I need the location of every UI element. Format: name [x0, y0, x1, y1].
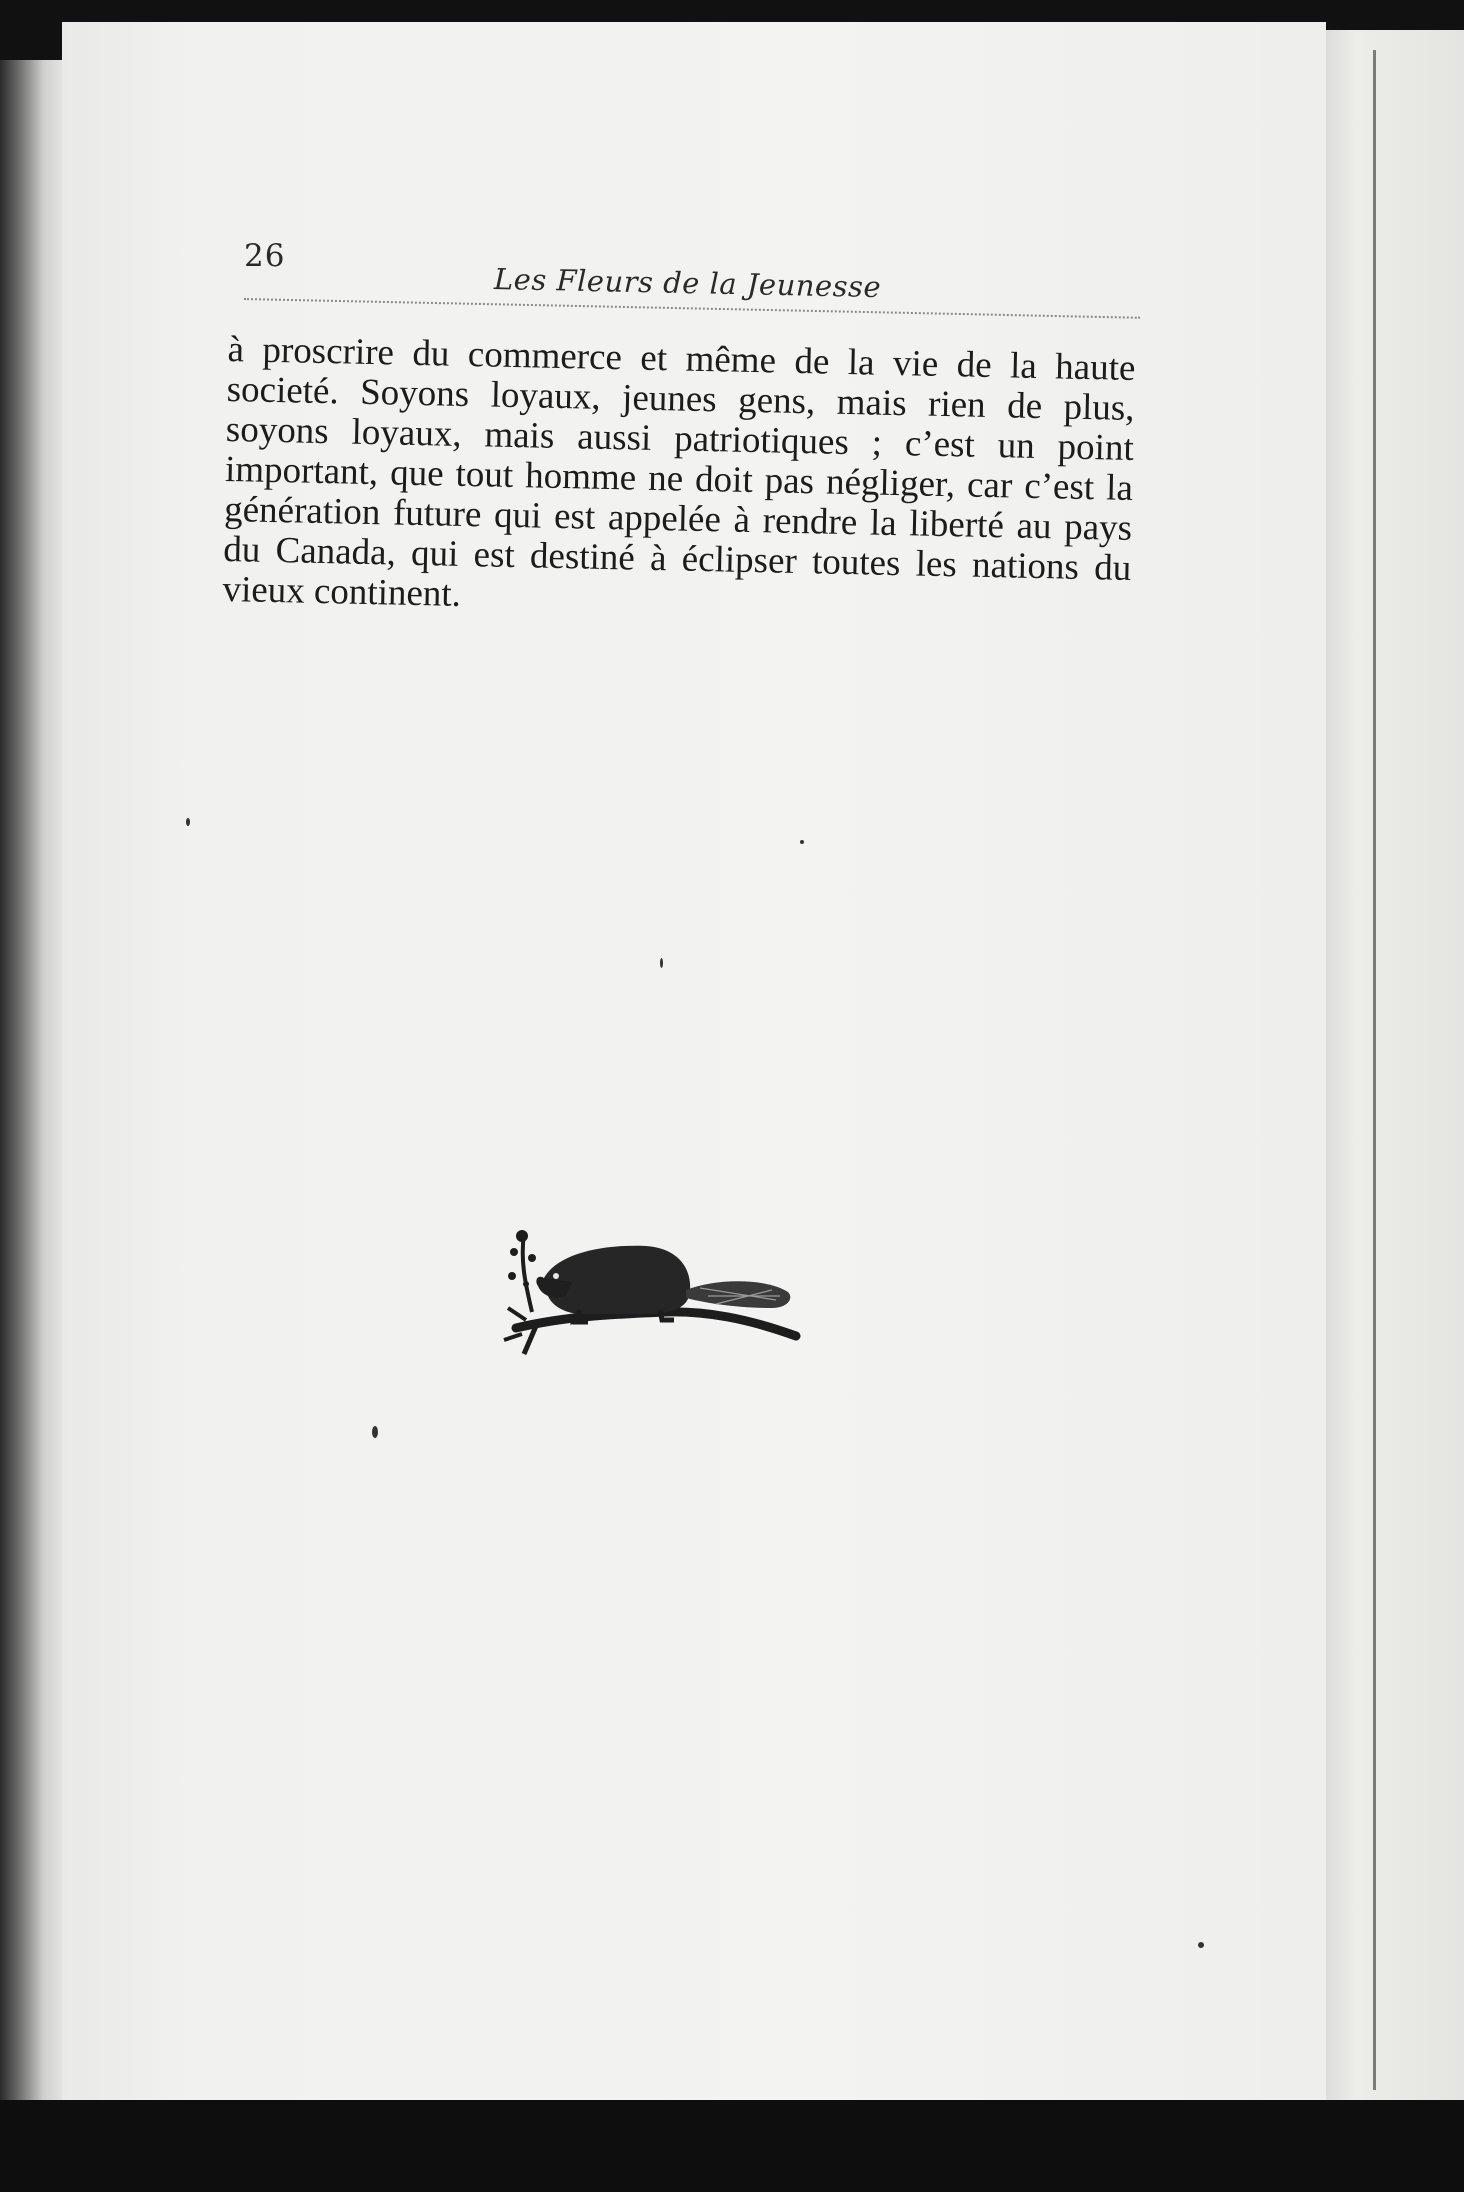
page-number: 26 — [244, 238, 286, 274]
body-paragraph: à proscrire du commerce et même de la vie de la haute societé. Soyons loyaux, jeunes gens, mais rien de plus, soyons loyaux, mais aussi patriotiques ; c’est un point important, que tout homme ne doit pas négliger, car c’est la génération future qui est appelée à rendre la liberté au pays du Canada, qui est destiné à éclipser toutes les nations du vieux continent. — [222, 329, 1136, 615]
page-header — [244, 228, 1140, 305]
beaver-on-branch-icon — [496, 1216, 806, 1366]
scanner-bottom-band — [0, 2100, 1464, 2192]
paper-speck — [800, 840, 804, 844]
adjacent-page — [1318, 30, 1464, 2105]
left-page-edge — [0, 60, 62, 2110]
paper-speck — [372, 1426, 378, 1438]
paper-speck — [186, 818, 190, 826]
page-gutter-line — [1373, 50, 1376, 2090]
running-title: Les Fleurs de la Jeunesse — [493, 262, 882, 305]
paper-speck — [660, 958, 663, 968]
paper-speck — [1198, 1942, 1204, 1948]
